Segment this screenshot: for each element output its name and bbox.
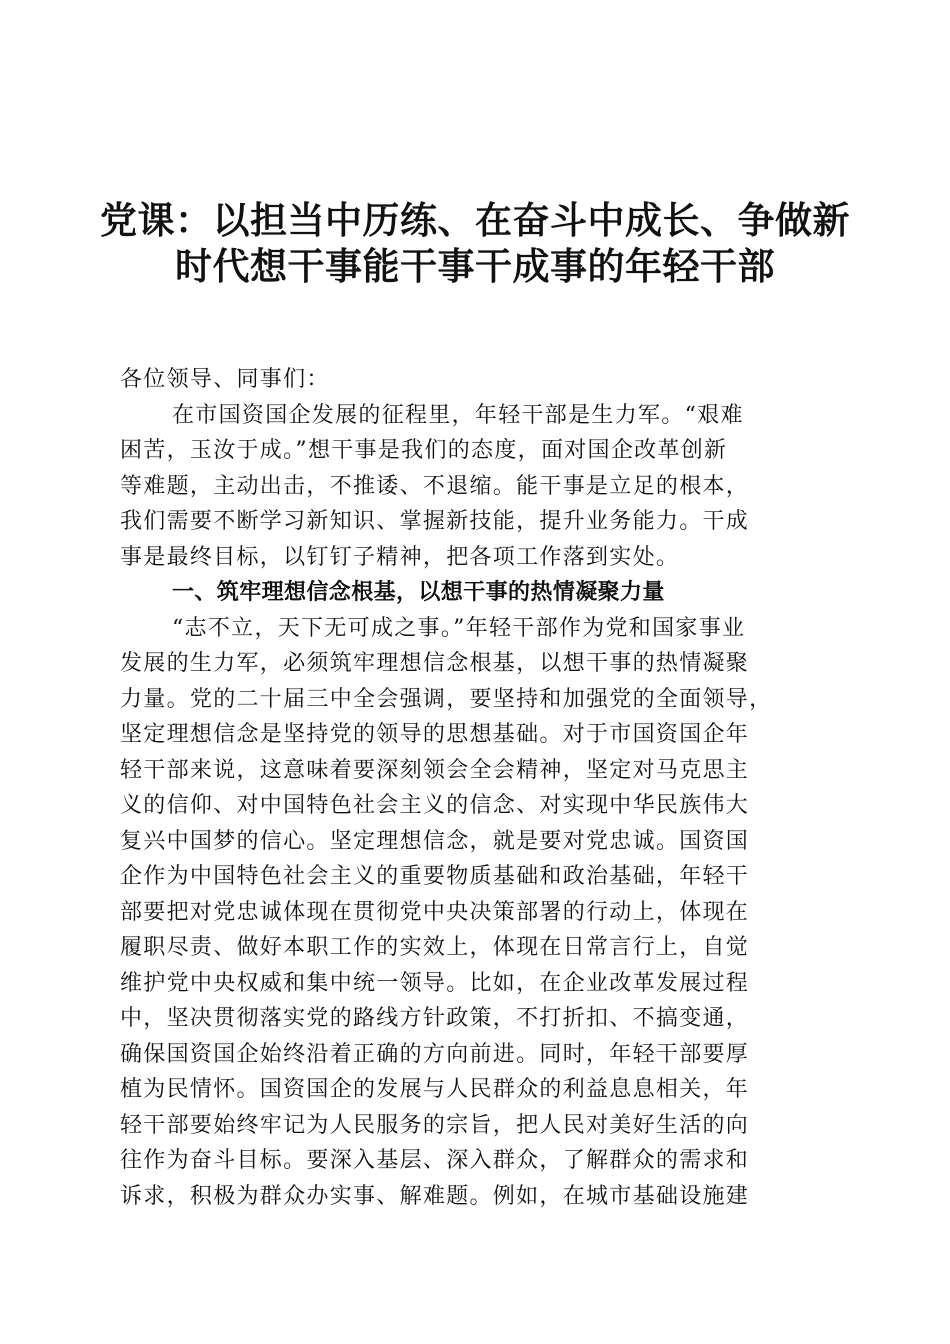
paragraph-line: “志不立，天下无可成之事。”年轻干部作为党和国家事业 [172, 615, 746, 641]
paragraph-line: 诉求，积极为群众办实事、解难题。例如，在城市基础设施建 [120, 1183, 750, 1209]
document-title-line-2: 时代想干事能干事干成事的年轻干部 [175, 244, 775, 288]
paragraph-line: 复兴中国梦的信心。坚定理想信念，就是要对党忠诚。国资国 [120, 828, 750, 854]
paragraph-line: 事是最终目标，以钉钉子精神，把各项工作落到实处。 [120, 544, 680, 570]
paragraph-line: 维护党中央权威和集中统一领导。比如，在企业改革发展过程 [120, 970, 750, 996]
paragraph-line: 义的信仰、对中国特色社会主义的信念、对实现中华民族伟大 [120, 793, 750, 818]
paragraph-line: 困苦，玉汝于成。”想干事是我们的态度，面对国企改革创新 [120, 438, 728, 463]
paragraph-line: 植为民情怀。国资国企的发展与人民群众的利益息息相关，年 [120, 1077, 750, 1102]
paragraph-line: 发展的生力军，必须筑牢理想信念根基，以想干事的热情凝聚 [120, 651, 750, 676]
document-title-line-1: 党课：以担当中历练、在奋斗中成长、争做新 [100, 198, 850, 242]
paragraph-line: 等难题，主动出击，不推诿、不退缩。能干事是立足的根本， [120, 473, 750, 499]
document-body [120, 362, 828, 1214]
paragraph-line: 履职尽责、做好本职工作的实效上，体现在日常言行上，自觉 [120, 935, 750, 960]
paragraph-line: 中，坚决贯彻落实党的路线方针政策，不打折扣、不搞变通， [120, 1006, 750, 1031]
paragraph-line: 轻干部来说，这意味着要深刻领会全会精神，坚定对马克思主 [120, 757, 750, 783]
paragraph-line: 确保国资国企始终沿着正确的方向前进。同时，年轻干部要厚 [120, 1041, 750, 1067]
paragraph-line: 我们需要不断学习新知识、掌握新技能，提升业务能力。干成 [120, 509, 750, 534]
paragraph-line: 力量。党的二十届三中全会强调，要坚持和加强党的全面领导， [120, 686, 773, 712]
section-heading: 一、筑牢理想信念根基，以想干事的热情凝聚力量 [172, 580, 665, 605]
paragraph-line: 坚定理想信念是坚持党的领导的思想基础。对于市国资国企年 [120, 722, 750, 747]
paragraph-line: 在市国资国企发展的征程里，年轻干部是生力军。“艰难 [172, 402, 744, 428]
salutation: 各位领导、同事们： [120, 367, 330, 392]
paragraph-line: 轻干部要始终牢记为人民服务的宗旨，把人民对美好生活的向 [120, 1112, 750, 1138]
paragraph-line: 部要把对党忠诚体现在贯彻党中央决策部署的行动上，体现在 [120, 899, 750, 925]
paragraph-line: 企作为中国特色社会主义的重要物质基础和政治基础，年轻干 [120, 864, 750, 889]
paragraph-line: 往作为奋斗目标。要深入基层、深入群众，了解群众的需求和 [120, 1148, 750, 1173]
